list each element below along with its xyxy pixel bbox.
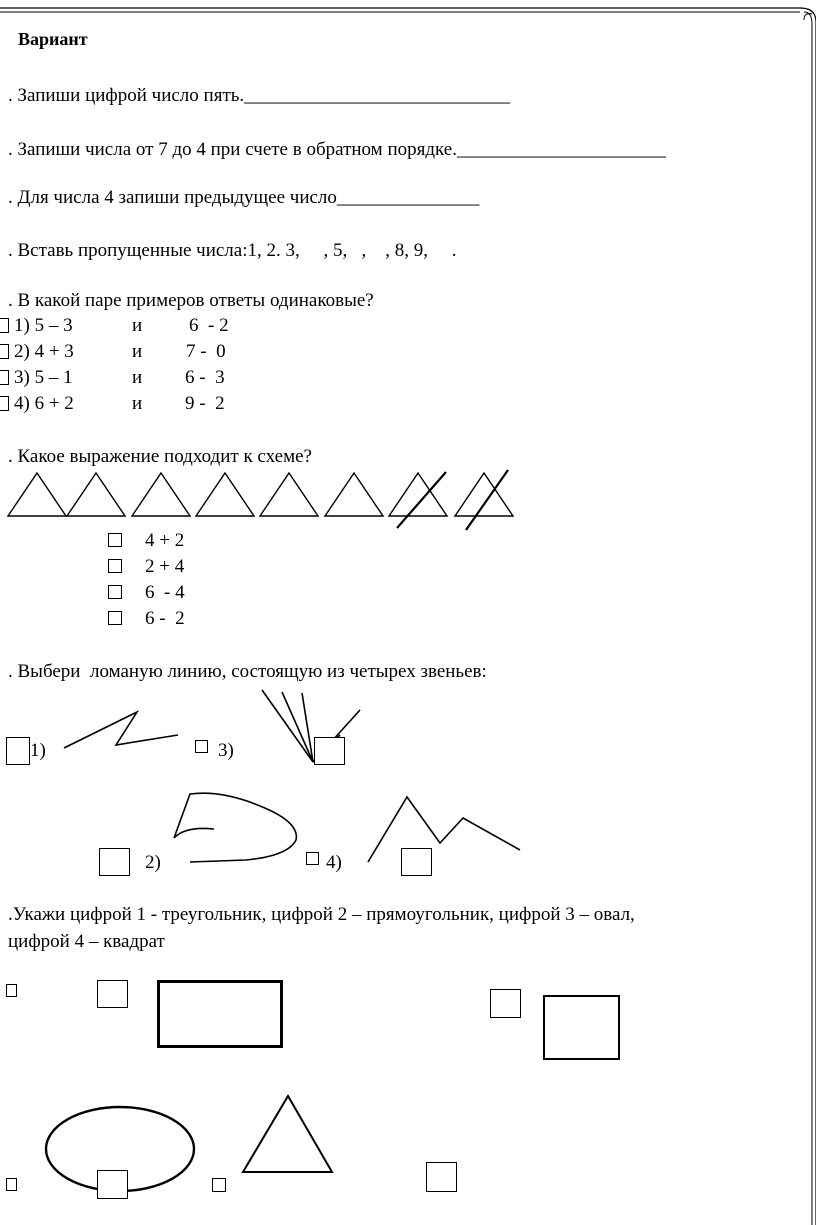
figure-3-label: 3): [218, 740, 234, 761]
figure-1-label: 1): [30, 740, 46, 761]
figure-2-label: 2): [145, 852, 161, 873]
question-8-text: .Укажи цифрой 1 - треугольник, цифрой 2 – прямоугольник, цифрой 3 – овал,: [8, 904, 635, 925]
option-expression: 6 - 4: [145, 582, 185, 603]
option-expression: 1) 5 – 3: [14, 315, 73, 336]
option-expression: 6 - 2: [145, 608, 185, 629]
question-8-text-line2: цифрой 4 – квадрат: [8, 931, 165, 952]
option-expression: 3) 5 – 1: [14, 367, 73, 388]
option-expression-2: 7 - 0: [186, 341, 226, 362]
answer-box-5[interactable]: [6, 1178, 17, 1191]
question-2-text: . Запиши числа от 7 до 4 при счете в обратном порядке.______________________: [8, 139, 666, 160]
oval-answer-box[interactable]: [97, 1170, 128, 1199]
option-expression-2: 6 - 3: [185, 367, 225, 388]
question-1-text: . Запиши цифрой число пять.____________________________: [8, 85, 511, 106]
page-title: Вариант: [18, 29, 88, 49]
question-4-text: . Вставь пропущенные числа:1, 2. 3, , 5, , , 8, 9, .: [8, 240, 457, 261]
option-connector: и: [132, 393, 143, 414]
triangle-answer-box[interactable]: [212, 1178, 226, 1192]
question-3-text: . Для числа 4 запиши предыдущее число_______________: [8, 187, 480, 208]
option-expression-2: 6 - 2: [189, 315, 229, 336]
figure-4-label: 4): [326, 852, 342, 873]
option-expression: 4 + 2: [145, 530, 185, 551]
question-5-text: . В какой паре примеров ответы одинаковые?: [8, 290, 374, 311]
option-expression: 2 + 4: [145, 556, 185, 577]
option-connector: и: [132, 341, 143, 362]
answer-box-6[interactable]: [426, 1162, 457, 1192]
option-expression: 4) 6 + 2: [14, 393, 74, 414]
option-expression-2: 9 - 2: [185, 393, 225, 414]
triangle-shape: [243, 1096, 332, 1172]
option-connector: и: [132, 367, 143, 388]
question-7-text: . Выбери ломаную линию, состоящую из четырех звеньев:: [8, 661, 487, 682]
option-expression: 2) 4 + 3: [14, 341, 74, 362]
question-6-text: . Какое выражение подходит к схеме?: [8, 446, 312, 467]
option-connector: и: [132, 315, 143, 336]
